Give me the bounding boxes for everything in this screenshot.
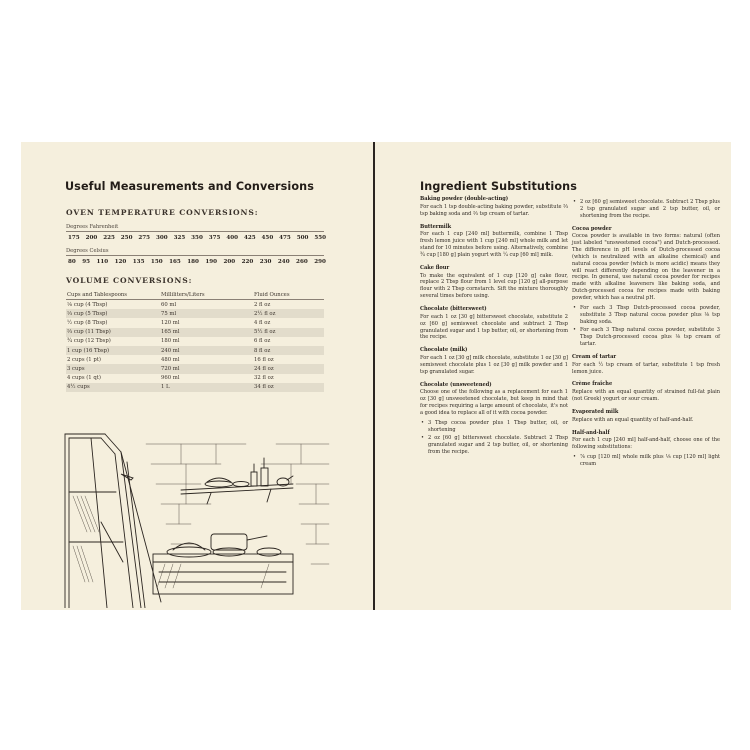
fahrenheit-value: 350	[191, 235, 203, 241]
substitution-name: Crème fraîche	[572, 381, 613, 388]
substitution-name: Cocoa powder	[572, 225, 612, 232]
fahrenheit-value: 375	[208, 235, 221, 241]
fahrenheit-value: 275	[138, 235, 151, 241]
substitution-text: For each 1 oz [30 g] bittersweet chocolate, substitute 2 oz [60 g] semisweet chocolate and subtract 2 Tbsp granulated sugar and 1 tsp butter, oil, or shortening from the recipe.	[420, 313, 568, 341]
substitution-bullets	[572, 199, 720, 220]
fahrenheit-value: 500	[296, 235, 309, 241]
substitution-bullets	[420, 420, 568, 456]
substitution-entry	[572, 226, 720, 348]
substitution-bullets	[572, 305, 720, 348]
celsius-value: 120	[114, 259, 127, 265]
substitution-entry	[420, 265, 568, 300]
celsius-value: 150	[150, 259, 163, 265]
left-page	[21, 142, 373, 610]
celsius-value: 110	[96, 259, 109, 265]
substitution-bullet: • 2 oz [60 g] bittersweet chocolate. Subtract 2 Tbsp granulated sugar and 2 tsp butter, oil, or shortening from the recipe.	[420, 435, 568, 456]
volume-cell: 1 L	[160, 383, 253, 392]
volume-row	[66, 337, 324, 346]
celsius-value: 220	[241, 259, 254, 265]
volume-row	[66, 328, 324, 337]
fahrenheit-value: 425	[243, 235, 256, 241]
fahrenheit-value: 325	[173, 235, 186, 241]
volume-cell: 960 ml	[161, 375, 180, 382]
substitution-entry	[572, 354, 720, 376]
volume-cell: 4½ cups	[66, 383, 160, 392]
fahrenheit-value: 400	[226, 235, 239, 241]
volume-row	[66, 318, 324, 327]
volume-row	[66, 355, 324, 364]
substitution-entry	[420, 347, 568, 375]
volume-row	[66, 383, 324, 392]
substitution-bullet: • 3 Tbsp cocoa powder plus 1 Tbsp butter, oil, or shortening	[420, 420, 568, 434]
fahrenheit-rule	[66, 231, 324, 232]
fahrenheit-value: 300	[155, 235, 168, 241]
volume-cell: 16 fl oz	[254, 356, 274, 363]
fahrenheit-value: 550	[314, 235, 326, 241]
volume-cell: 1 cup (16 Tbsp)	[66, 346, 160, 355]
volume-cell: ⅛ cup (4 Tbsp)	[67, 301, 108, 308]
volume-cell: 4 cups (1 qt)	[67, 375, 101, 382]
celsius-value: 190	[205, 259, 218, 265]
substitution-bullet: • 2 oz [60 g] semisweet chocolate. Subtract 2 Tbsp plus 2 tsp granulated sugar and 2 tsp butter, oil, or shortening from the recipe.	[572, 199, 720, 220]
celsius-value: 260	[296, 259, 308, 265]
substitution-name: Chocolate (unsweetened)	[420, 381, 492, 388]
fahrenheit-value: 200	[85, 235, 98, 241]
page-title-measurements: Useful Measurements and Conversions	[65, 180, 314, 193]
fahrenheit-value: 475	[279, 235, 291, 241]
volume-row	[66, 374, 324, 383]
substitution-entry	[420, 224, 568, 259]
volume-header-cups: Cups and Tablespoons	[66, 290, 160, 300]
substitution-entry	[572, 430, 720, 468]
volume-cell: 3 cups	[66, 364, 160, 373]
substitution-entry	[420, 306, 568, 341]
celsius-label: Degrees Celsius	[66, 248, 109, 254]
substitution-name: Cake flour	[420, 264, 450, 271]
celsius-value: 200	[223, 259, 236, 265]
celsius-value: 135	[132, 259, 145, 265]
fahrenheit-values	[68, 235, 326, 241]
oven-heading: OVEN TEMPERATURE CONVERSIONS:	[66, 208, 259, 217]
volume-cell: 34 fl oz	[253, 383, 324, 392]
substitution-entry	[572, 199, 720, 220]
celsius-value: 230	[259, 259, 272, 265]
volume-cell: ⅔ cup (11 Tbsp)	[66, 328, 160, 337]
celsius-value: 95	[82, 259, 91, 265]
book-spread	[21, 142, 731, 610]
volume-table	[66, 290, 324, 392]
volume-cell: 240 ml	[160, 346, 253, 355]
celsius-value: 80	[68, 259, 76, 265]
volume-cell: 165 ml	[160, 328, 253, 337]
substitution-text: For each 1 oz [30 g] milk chocolate, substitute 1 oz [30 g] semisweet chocolate plus 1 oz [30 g] milk powder and 1 tsp granulated sugar.	[420, 355, 568, 375]
celsius-values	[68, 259, 326, 265]
celsius-value: 240	[277, 259, 290, 265]
substitution-bullet: • For each 3 Tbsp Dutch-processed cocoa powder, substitute 3 Tbsp natural cocoa powder plus ⅛ tsp baking soda.	[572, 305, 720, 326]
volume-cell: ⅓ cup (5 Tbsp)	[66, 309, 160, 318]
substitution-name: Buttermilk	[420, 223, 452, 230]
fahrenheit-value: 450	[261, 235, 274, 241]
substitution-entry	[572, 409, 720, 424]
volume-cell: 120 ml	[161, 319, 180, 326]
volume-row	[66, 364, 324, 373]
volume-cell: 32 fl oz	[254, 375, 274, 382]
fahrenheit-value: 175	[68, 235, 80, 241]
substitution-bullet: • For each 3 Tbsp natural cocoa powder, substitute 3 Tbsp Dutch-processed cocoa plus ⅛ tsp cream of tartar.	[572, 327, 720, 348]
volume-row	[66, 346, 324, 355]
volume-cell: 720 ml	[160, 364, 253, 373]
substitution-name: Evaporated milk	[572, 408, 619, 415]
substitution-name: Half-and-half	[572, 429, 610, 436]
volume-cell: 6 fl oz	[254, 338, 271, 345]
fahrenheit-value: 250	[120, 235, 133, 241]
celsius-rule	[66, 255, 324, 256]
substitution-text: For each 1 cup [240 ml] half-and-half, choose one of the following substitutions:	[572, 437, 720, 451]
substitution-text: Cocoa powder is available in two forms: natural (often just labeled "unsweetened cocoa") and Dutch-processed. The difference in pH levels of Dutch-processed cocoa (which is neutralized with an alkaline chemical) and natural cocoa powder (which is more acidic) means they will react differently depending on the leavener in a recipe. In general, use natural cocoa powder for recipes made with alkaline leaveners like baking soda, and Dutch-processed cocoa for recipes made with baking powder, which has a neutral pH.	[572, 233, 720, 301]
volume-header-floz: Fluid Ounces	[253, 290, 324, 300]
volume-cell: 24 fl oz	[253, 364, 324, 373]
volume-cell: 75 ml	[160, 309, 253, 318]
celsius-value: 165	[169, 259, 181, 265]
volume-cell: 2 cups (1 pt)	[67, 356, 101, 363]
volume-row	[66, 309, 324, 318]
fahrenheit-label: Degrees Fahrenheit	[66, 224, 119, 230]
volume-cell: 480 ml	[161, 356, 180, 363]
page-title-substitutions: Ingredient Substitutions	[420, 180, 577, 193]
volume-cell: 2 fl oz	[254, 301, 271, 308]
substitution-text: For each 1 cup [240 ml] buttermilk, combine 1 Tbsp fresh lemon juice with 1 cup [240 ml] whole milk and let stand for 10 minutes before using. Alternatively, combine ¾ cup [180 g] plain yogurt with ¼ cup [60 ml] milk.	[420, 231, 568, 258]
celsius-value: 290	[314, 259, 326, 265]
substitution-text: For each 1 tsp double-acting baking powder, substitute ⅔ tsp baking soda and ⅔ tsp cream of tartar.	[420, 203, 568, 217]
substitutions-column-2	[572, 196, 720, 474]
substitution-entry	[420, 196, 568, 218]
substitution-text: For each ½ tsp cream of tartar, substitute 1 tsp fresh lemon juice.	[572, 361, 720, 375]
volume-header-ml: Milliliters/Liters	[160, 290, 253, 300]
celsius-value: 180	[187, 259, 199, 265]
volume-cell: 4 fl oz	[254, 319, 271, 326]
substitution-entry	[420, 382, 568, 456]
volume-cell: 60 ml	[161, 301, 177, 308]
volume-cell: ¾ cup (12 Tbsp)	[67, 338, 111, 345]
substitution-name: Baking powder (double-acting)	[420, 196, 509, 202]
volume-row	[66, 300, 324, 310]
substitution-text: Replace with an equal quantity of half-and-half.	[572, 416, 694, 423]
substitution-name: Chocolate (milk)	[420, 347, 468, 354]
volume-heading: VOLUME CONVERSIONS:	[66, 276, 193, 285]
volume-cell: 2½ fl oz	[253, 309, 324, 318]
fahrenheit-value: 225	[103, 235, 115, 241]
right-page	[375, 142, 731, 610]
volume-cell: 5½ fl oz	[253, 328, 324, 337]
substitution-entry	[572, 381, 720, 403]
kitchen-illustration	[61, 432, 331, 608]
substitution-name: Cream of tartar	[572, 353, 617, 360]
substitution-bullet: • ⅞ cup [120 ml] whole milk plus ⅛ cup [120 ml] light cream	[572, 454, 720, 468]
substitution-text: Choose one of the following as a replacement for each 1 oz [30 g] unsweetened chocolate, but keep in mind that for recipes requiring a large amount of chocolate, it's not a good idea to replace all of it with cocoa powder.	[420, 389, 568, 416]
substitution-name: Chocolate (bittersweet)	[420, 305, 487, 312]
substitution-text: Replace with an equal quantity of strained full-fat plain (not Greek) yogurt or sour cream.	[572, 389, 720, 403]
volume-cell: 180 ml	[161, 338, 180, 345]
substitutions-column-1	[420, 196, 568, 462]
volume-cell: ½ cup (8 Tbsp)	[67, 319, 108, 326]
substitution-bullets	[572, 454, 720, 468]
volume-cell: 8 fl oz	[253, 346, 324, 355]
substitution-text: To make the equivalent of 1 cup [120 g] cake flour, replace 2 Tbsp flour from 1 level cup [120 g] all-purpose flour with 2 Tbsp cornstarch. Sift the mixture thoroughly several times before using.	[420, 272, 568, 300]
